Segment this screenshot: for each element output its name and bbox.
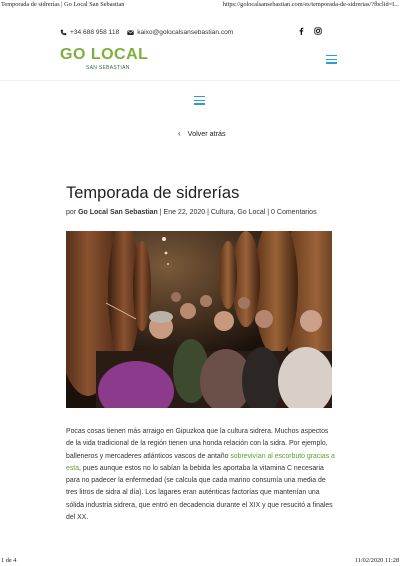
meta-prefix: por: [66, 209, 79, 216]
print-header-title: Temporada de sidrerías | Go Local San Sebastian: [1, 1, 125, 8]
print-header-url: https://golocalsansebastian.com/es/temporada-de-sidrerias/?fbclid=I...: [222, 1, 399, 8]
cider-house-photo: [66, 231, 332, 408]
hamburger-icon-bar: [194, 103, 205, 104]
envelope-icon: [127, 29, 134, 36]
chevron-left-icon: ‹: [178, 129, 181, 138]
back-link-label: Volver atrás: [187, 129, 226, 138]
email-address: kaixo@golocalsansebastian.com: [137, 28, 234, 36]
phone-contact[interactable]: [60, 29, 119, 36]
header-divider: [0, 80, 400, 81]
hamburger-icon-bar: [326, 62, 337, 63]
instagram-icon: [314, 27, 322, 35]
menu-button[interactable]: [326, 55, 337, 64]
hamburger-icon-bar: [194, 100, 205, 101]
print-timestamp: 11/02/2020 11:28: [354, 557, 399, 564]
instagram-link[interactable]: [313, 26, 322, 35]
hamburger-icon-bar: [194, 96, 205, 97]
logo-wordmark: GO LOCAL: [60, 46, 149, 63]
post-title: Temporada de sidrerías: [66, 184, 240, 202]
paragraph-text: , pues aunque estos no lo sabían la bebida les aportaba la vitamina C necesaria para no padecer la enfermedad (se calcula que cada marino consumía una media de tres litros de sidra al día). Los lagares eran auténticas factorías que mantenían una sólida industria sidrera, que entró en decadencia durante el XIX y que resucitó a finales del XX.: [66, 464, 333, 522]
meta-details: | Ene 22, 2020 | Cultura, Go Local | 0 Comentarios: [157, 209, 317, 216]
social-links: [288, 26, 322, 35]
secondary-menu-button[interactable]: [194, 96, 205, 105]
post-paragraph: [66, 426, 336, 524]
page-counter: 1 de 4: [1, 557, 17, 564]
post-image: [66, 231, 332, 408]
phone-icon: [60, 29, 67, 36]
post-body: [66, 426, 336, 524]
phone-number: +34 688 958 118: [70, 28, 120, 36]
post-author[interactable]: Go Local San Sebastian: [78, 209, 158, 216]
post-meta: [66, 209, 317, 216]
hamburger-icon-bar: [326, 59, 337, 60]
paragraph-text: Pocas cosas tienen más arraigo en Gipuzkoa que la cultura sidrera. Muchos aspectos de la vida tradicional de la región tienen una honda relación con la sidra. Por ejemplo, balleneros y mercaderes atlánticos vascos de antaño: [66, 428, 329, 460]
hamburger-icon-bar: [326, 55, 337, 56]
facebook-icon: [297, 27, 305, 35]
print-footer: [0, 556, 400, 566]
email-contact[interactable]: [127, 29, 233, 36]
site-logo[interactable]: [60, 46, 149, 75]
back-link[interactable]: [178, 129, 226, 138]
print-header: [0, 0, 400, 10]
scurvy-link[interactable]: sobrevivían al escorbuto gracias a esta: [66, 452, 335, 472]
logo-subtitle: SAN SEBASTIAN: [86, 65, 130, 71]
facebook-link[interactable]: [296, 26, 305, 35]
contact-bar: [60, 26, 241, 38]
